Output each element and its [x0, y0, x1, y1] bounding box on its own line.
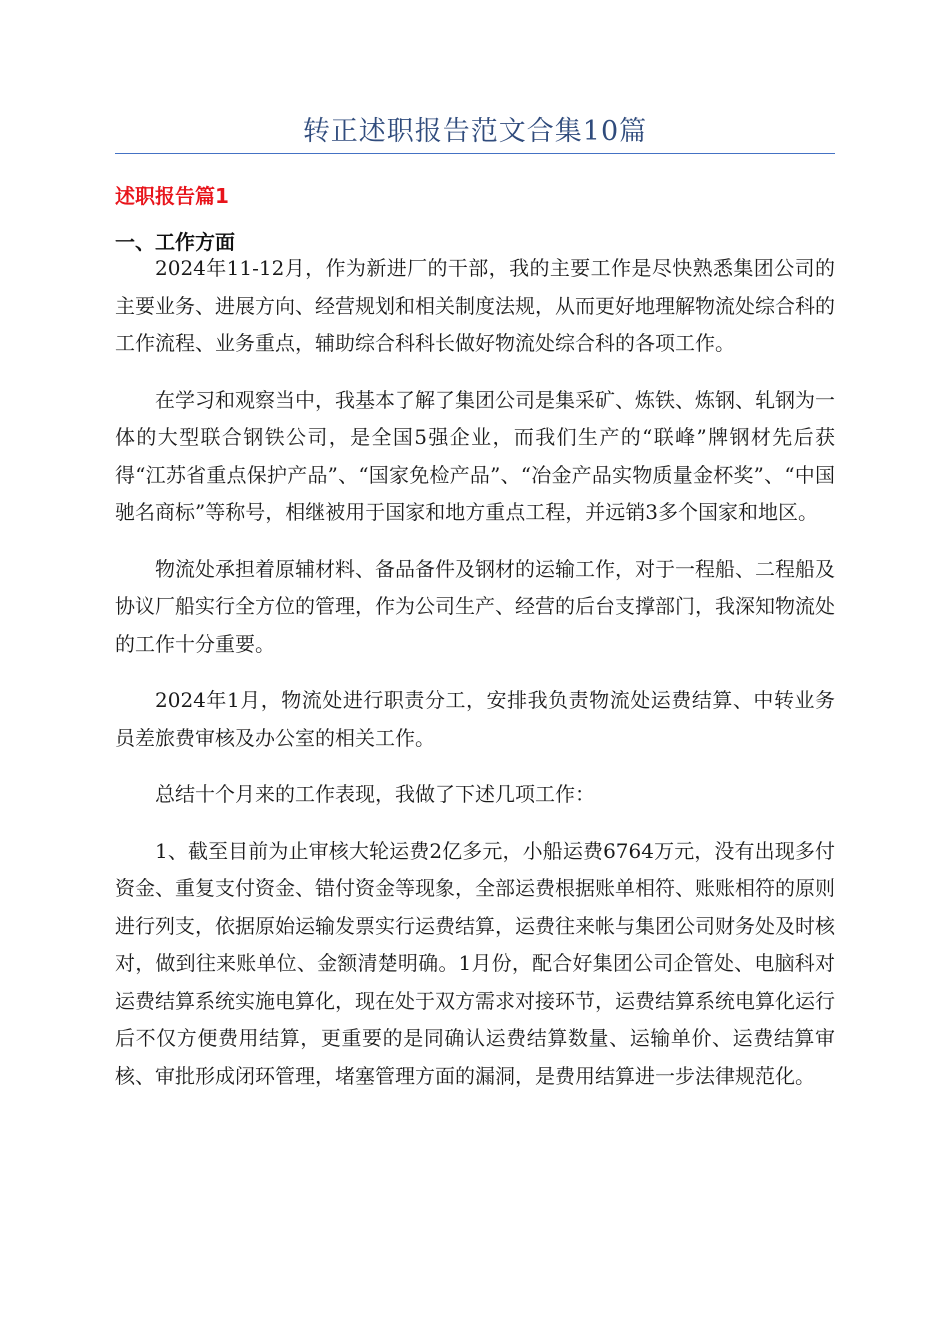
paragraph: 1、截至目前为止审核大轮运费2亿多元，小船运费6764万元，没有出现多付资金、重复支付资金、错付资金等现象，全部运费根据账单相符、账账相符的原则进行列支，依据原始运输发票实行运费结算，运费往来帐与集团公司财务处及时核对，做到往来账单位、金额清楚明确。1月份，配合好集团公司企管处、电脑科对运费结算系统实施电算化，现在处于双方需求对接环节，运费结算系统电算化运行后不仅方便费用结算，更重要的是同确认运费结算数量、运输单价、运费结算审核、审批形成闭环管理，堵塞管理方面的漏洞，是费用结算进一步法律规范化。: [115, 838, 835, 1088]
section-title: 述职报告篇1: [115, 184, 229, 208]
title-divider: [115, 153, 835, 154]
document-title: 转正述职报告范文合集10篇: [302, 116, 648, 147]
paragraph: 物流处承担着原辅材料、备品备件及钢材的运输工作，对于一程船、二程船及协议厂船实行全方位的管理，作为公司生产、经营的后台支撑部门，我深知物流处的工作十分重要。: [115, 556, 835, 656]
paragraph: 2024年1月，物流处进行职责分工，安排我负责物流处运费结算、中转业务员差旅费审核及办公室的相关工作。: [115, 688, 835, 750]
sub-heading: 一、工作方面: [115, 230, 235, 254]
paragraph: 总结十个月来的工作表现，我做了下述几项工作：: [155, 782, 595, 806]
paragraph: 在学习和观察当中，我基本了解了集团公司是集采矿、炼铁、炼钢、轧钢为一体的大型联合钢铁公司，是全国5强企业，而我们生产的“联峰”牌钢材先后获得“江苏省重点保护产品”、“国家免检产品”、“冶金产品实物质量金杯奖”、“中国驰名商标”等称号，相继被用于国家和地方重点工程，并远销3多个国家和地区。: [115, 387, 835, 524]
document-body: [115, 250, 835, 1114]
paragraph: 2024年11-12月，作为新进厂的干部，我的主要工作是尽快熟悉集团公司的主要业务、进展方向、经营规划和相关制度法规，从而更好地理解物流处综合科的工作流程、业务重点，辅助综合科科长做好物流处综合科的各项工作。: [115, 256, 835, 355]
